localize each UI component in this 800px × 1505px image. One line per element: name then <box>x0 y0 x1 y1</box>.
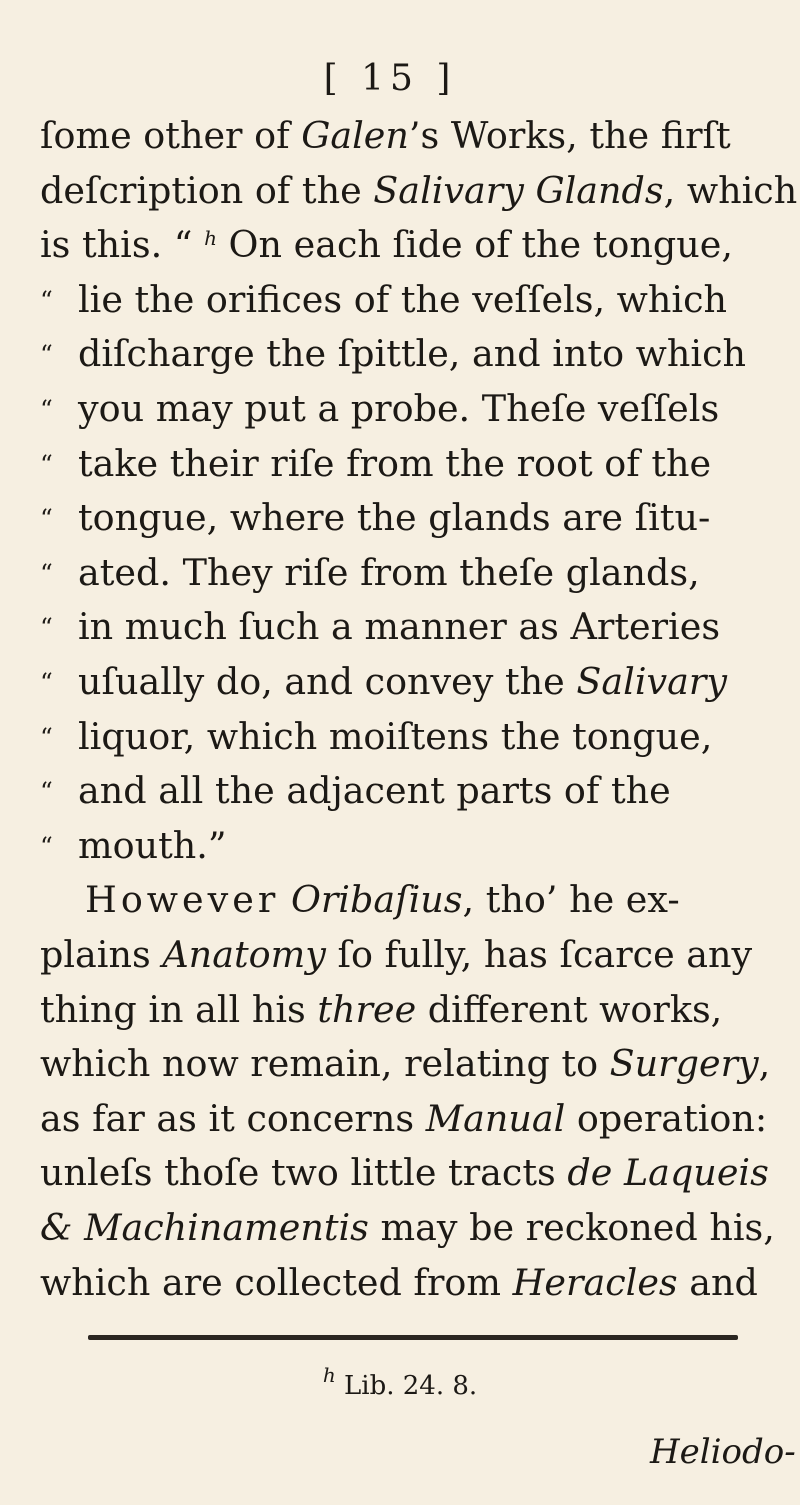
footnote <box>0 1363 800 1401</box>
catchword: Heliodo- <box>650 1432 796 1472</box>
text-run: different works, <box>416 987 723 1031</box>
quote-mark: “ <box>40 668 53 697</box>
footnote-rule <box>88 1335 738 1340</box>
text-run: uſually do, and convey the <box>78 660 577 703</box>
quoted-text <box>78 769 671 813</box>
italic-text: Anatomy <box>162 933 326 976</box>
text-line <box>40 933 753 976</box>
text-run: deſcription of the <box>40 168 374 212</box>
quoted-text <box>78 660 727 703</box>
quote-mark: “ <box>40 722 53 752</box>
italic-text: Surgery <box>609 1042 759 1086</box>
footnote-text: Lib. 24. 8. <box>335 1371 478 1401</box>
text-run: , tho’ he ex- <box>462 878 680 922</box>
italic-text: Galen <box>301 114 409 157</box>
italic-text: de Laqueis <box>567 1151 769 1195</box>
text-line <box>40 1151 769 1195</box>
text-run: and all the adjacent parts of the <box>78 769 671 813</box>
text-run: ſome other of <box>40 114 302 157</box>
text-run: ’s Works, the firſt <box>408 114 731 157</box>
text-run: ated. They riſe from theſe glands, <box>78 550 700 594</box>
text-run: plains <box>40 933 163 976</box>
footnote-marker: h <box>204 226 217 251</box>
quoted-text <box>78 332 747 376</box>
quoted-text <box>78 550 700 594</box>
text-run: liquor, which moiſtens the tongue, <box>78 714 713 758</box>
text-line <box>40 168 798 212</box>
text-run: , <box>758 1042 771 1086</box>
italic-text: & Machinamentis <box>40 1206 369 1249</box>
quoted-text <box>78 823 227 867</box>
text-run: as far as it concerns <box>40 1096 426 1140</box>
quote-mark: “ <box>40 340 53 370</box>
text-run: mouth.” <box>78 823 227 867</box>
text-run: thing in all his <box>40 987 318 1031</box>
italic-text: Heracles <box>512 1260 678 1304</box>
text-run: unleſs thoſe two little tracts <box>40 1151 568 1195</box>
text-run: may be reckoned his, <box>368 1206 775 1249</box>
text-run: take their riſe from the root of the <box>78 441 712 485</box>
quote-mark: “ <box>40 285 53 315</box>
quote-mark: “ <box>40 558 53 588</box>
text-run: diſcharge the ſpittle, and into which <box>78 332 747 376</box>
text-run: which are collected from <box>40 1260 513 1304</box>
text-line <box>40 987 745 1031</box>
quote-mark: “ <box>40 504 53 534</box>
text-run: , which <box>663 168 798 212</box>
text-line <box>40 1042 771 1086</box>
quote-mark: “ <box>40 395 53 424</box>
text-run: On each ſide of the tongue, <box>216 223 733 267</box>
text-run <box>279 878 291 921</box>
quoted-text <box>78 387 720 430</box>
text-line <box>40 114 745 157</box>
text-run: in much ſuch a manner as Arteries <box>78 605 721 649</box>
quoted-text <box>78 496 711 540</box>
quoted-text <box>78 277 728 321</box>
text-line <box>85 878 790 922</box>
italic-text: Salivary <box>576 660 727 703</box>
quote-mark: “ <box>40 831 53 861</box>
quoted-text <box>78 714 713 758</box>
quote-mark: “ <box>40 613 53 643</box>
small-caps-text: However <box>85 878 280 922</box>
italic-text: Oribaſius <box>290 878 463 922</box>
text-line <box>40 1206 775 1249</box>
page-number: [ 15 ] <box>323 58 457 99</box>
text-run: and <box>677 1260 758 1304</box>
text-run: operation: <box>565 1096 768 1140</box>
italic-text: Salivary Glands <box>373 168 664 212</box>
text-line <box>40 1260 758 1304</box>
quote-mark: “ <box>40 777 53 807</box>
italic-text: three <box>317 987 417 1031</box>
text-line <box>40 1096 768 1140</box>
text-run: lie the orifices of the veſſels, which <box>78 277 728 321</box>
text-run: which now remain, relating to <box>40 1042 610 1086</box>
text-run: tongue, where the glands are ſitu- <box>78 496 711 540</box>
text-run: is this. “ <box>40 223 205 267</box>
text-run: you may put a probe. Theſe veſſels <box>78 387 720 430</box>
quote-mark: “ <box>40 449 53 479</box>
text-line <box>40 223 745 267</box>
italic-text: Manual <box>425 1096 566 1140</box>
quoted-text <box>78 605 721 649</box>
footnote-marker: h <box>322 1363 336 1387</box>
quoted-text <box>78 441 712 485</box>
text-run: ſo fully, has ſcarce any <box>325 933 753 976</box>
